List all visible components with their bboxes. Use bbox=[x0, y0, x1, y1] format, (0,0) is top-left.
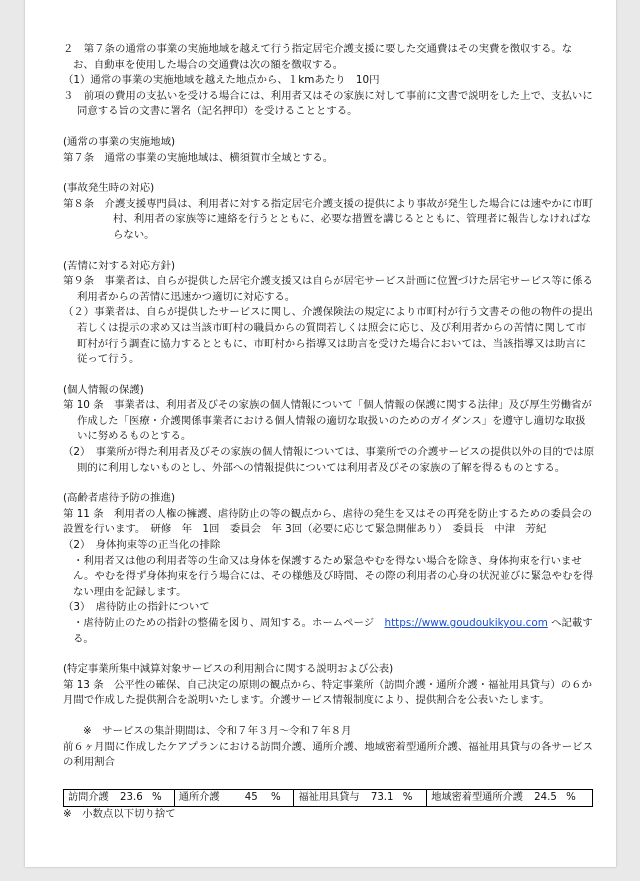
article-10-item-2: （2） 事業所が得た利用者及びその家族の個人情報については、事業所での介護サービスの提供以外の目的では原則的に利用しないものとし、外部への情報提供については利用者及びその家族の了解を得るものとする。 bbox=[63, 446, 595, 474]
clause-3: ３ 前項の費用の支払いを受ける場合には、利用者又はその家族に対して事前に文書で説明をした上で、支払いに同意する旨の文書に署名（記名押印）を受けることとする。 bbox=[63, 89, 593, 118]
ratio-label: 通所介護 bbox=[178, 791, 220, 803]
ratio-value: 24.5 bbox=[534, 791, 557, 803]
ratio-cell-welfare-equipment bbox=[294, 789, 427, 806]
ratio-unit: % bbox=[270, 791, 281, 803]
article-13-heading: (特定事業所集中減算対象サービスの利用割合に関する説明および公表) bbox=[63, 663, 394, 676]
article-11-text: 第 11 条 利用者の人権の擁護、虐待防止の等の観点から、虐待の発生を又はその再発を防止するための委員会の設置を行います。 研修 年 1回 委員会 年 3回（必要に応じて緊急開催あり） 委員長 中津 芳紀 bbox=[63, 507, 592, 536]
article-11-item-3-text: ・虐待防止のための指針の整備を図り、周知する。ホームページ bbox=[73, 617, 385, 629]
ratio-label: 地域密着型通所介護 bbox=[431, 791, 523, 803]
ratio-unit: % bbox=[566, 791, 576, 803]
article-11-item-3-title: （3） 虐待防止の指針について bbox=[63, 601, 210, 614]
rounding-note: ※ 小数点以下切り捨て bbox=[63, 807, 176, 820]
clause-2-item-1: （1）通常の事業の実施地域を越えた地点から、１kmあたり 10円 bbox=[63, 74, 380, 87]
ratio-value: 73.1 bbox=[370, 791, 394, 803]
article-11-item-2-title: （2） 身体拘束等の正当化の排除 bbox=[63, 539, 221, 552]
article-8-heading: (事故発生時の対応) bbox=[63, 182, 155, 195]
article-11-item-2-body: ・利用者又は他の利用者等の生命又は身体を保護するため緊急やむを得ない場合を除き、身体拘束を行いません。やむを得ず身体拘束を行う場合には、その様態及び時間、その際の利用者の心身の状況並びに緊急やむを得ない理由を記録します。 bbox=[73, 554, 594, 598]
homepage-link[interactable]: https://www.goudoukikyou.com bbox=[384, 617, 548, 629]
article-10-text: 第 10 条 事業者は、利用者及びその家族の個人情報について「個人情報の保護に関する法律」及び厚生労働省が作成した「医療・介護関係事業者における個人情報の適切な取扱いのためのガイダンス」を遵守し適切な取扱いに努めるものとする。 bbox=[63, 399, 592, 443]
document-page bbox=[25, 0, 616, 867]
ratio-cell-community-daycare bbox=[427, 789, 593, 806]
clause-2-line-1: ２ 第７条の通常の事業の実施地域を越えて行う指定居宅介護支援に要した交通費はその実費を徴収する。な bbox=[63, 43, 573, 55]
article-11-item-3-text-end: へ記載する。 bbox=[73, 617, 593, 645]
usage-ratio-table bbox=[63, 789, 593, 807]
ratio-label: 福祉用具貸与 bbox=[298, 791, 360, 803]
clause-2-line-2: お、自動車を使用した場合の交通費は次の額を徴収する。 bbox=[73, 58, 344, 71]
document-body bbox=[63, 42, 595, 822]
ratio-value: 45 bbox=[244, 791, 258, 803]
ratio-unit: % bbox=[402, 791, 413, 803]
ratio-unit: % bbox=[151, 791, 162, 803]
article-11-heading: (高齢者虐待予防の推進) bbox=[63, 492, 176, 505]
ratio-cell-homecare bbox=[64, 789, 175, 806]
article-11-item-3-body bbox=[63, 616, 595, 647]
article-9-text: 第９条 事業者は、自らが提供した居宅介護支援又は自らが居宅サービス計画に位置づけた居宅サービス等に係る利用者からの苦情に迅速かつ適切に対応する。 bbox=[63, 275, 593, 303]
ratio-cell-daycare bbox=[174, 789, 294, 806]
article-13-period: ※ サービスの集計期間は、令和７年３月～令和７年８月 bbox=[83, 724, 352, 737]
article-13-desc: 前６ヶ月間に作成したケアプランにおける訪問介護、通所介護、地域密着型通所介護、福祉用具貸与の各サービスの利用割合 bbox=[63, 740, 593, 769]
article-9-heading: (苦情に対する対応方針) bbox=[63, 259, 176, 272]
article-7-text: 第７条 通常の事業の実施地域は、横須賀市全域とする。 bbox=[63, 151, 334, 164]
article-8-text: 第８条 介護支援専門員は、利用者に対する指定居宅介護支援の提供により事故が発生した場合には速やかに市町村、利用者の家族等に連絡を行うとともに、必要な措置を講じるとともに、管理者に報告しなければならない。 bbox=[63, 197, 593, 241]
ratio-value: 23.6 bbox=[120, 791, 143, 803]
ratio-label: 訪問介護 bbox=[68, 791, 109, 803]
article-9-item-2: （２）事業者は、自らが提供したサービスに関し、介護保険法の規定により市町村が行う文書その他の物件の提出若しくは提示の求め又は当該市町村の職員からの質問若しくは照会に応じ、及び利用者からの苦情に関して市町村が行う調査に協力するとともに、市町村から指導又は助言を受けた場合においては、当該指導又は助言に従って行う。 bbox=[63, 306, 593, 366]
article-7-heading: (通常の事業の実施地域) bbox=[63, 135, 176, 148]
article-10-heading: (個人情報の保護) bbox=[63, 383, 144, 396]
article-13-text: 第 13 条 公平性の確保、自己決定の原則の観点から、特定事業所（訪問介護・通所介護・福祉用具貸与）の６か月間で作成した提供割合を説明いたします。介護サービス情報制度により、提供割合を公表いたします。 bbox=[63, 678, 592, 707]
table-row bbox=[64, 789, 593, 806]
